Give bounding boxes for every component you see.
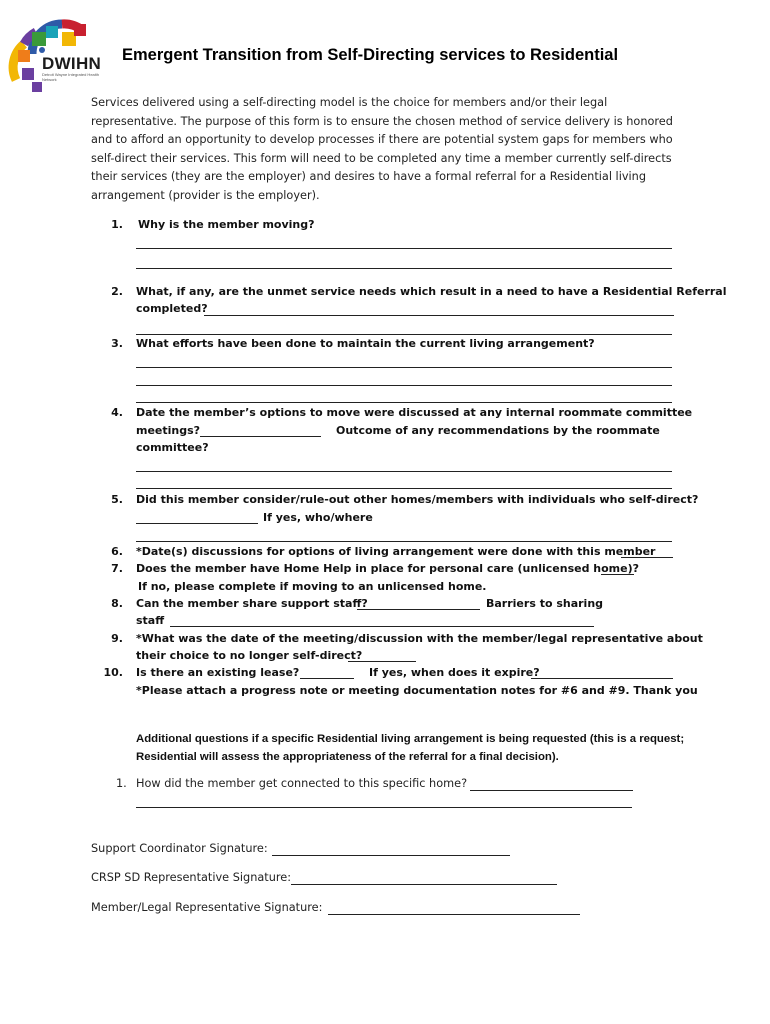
question-4-text: Date the member’s options to move were discussed at any internal roommate committee [136, 406, 693, 419]
crsp-signature-line[interactable] [291, 884, 557, 885]
support-coordinator-signature-label: Support Coordinator Signature: [91, 842, 268, 855]
logo-subtitle: Detroit Wayne Integrated Health Network [42, 72, 99, 82]
support-coordinator-signature-line[interactable] [272, 855, 510, 856]
question-1-text: Why is the member moving? [138, 218, 315, 231]
answer-line[interactable] [357, 609, 480, 610]
page-title: Emergent Transition from Self-Directing services to Residential [122, 46, 619, 64]
intro-paragraph: Services delivered using a self-directing model is the choice for members and/or their legal representative. The purpose of this form is to ensure the chosen method of service delivery is honored and to afford an opportunity to develop processes if there are potential system gaps for members who self-direct their services. This form will need to be completed any time a member currently self-directs their services (they are the employer) and desires to have a formal referral for a Residential living arrangement (provider is the employer). [91, 96, 673, 202]
answer-line[interactable] [300, 678, 354, 679]
answer-line[interactable] [136, 807, 632, 808]
answer-line[interactable] [136, 385, 672, 386]
answer-line[interactable] [136, 268, 672, 269]
question-number: 6. [111, 545, 123, 558]
answer-line[interactable] [136, 488, 672, 489]
question-4-text-outcome: Outcome of any recommendations by the roommate [336, 424, 660, 437]
question-2-text-cont: completed? [136, 302, 208, 315]
date-answer-line[interactable] [200, 436, 321, 437]
question-number: 10. [103, 666, 123, 679]
answer-line[interactable] [136, 471, 672, 472]
question-number: 4. [111, 406, 123, 419]
question-5-text-cont: If yes, who/where [263, 511, 373, 524]
member-signature-line[interactable] [328, 914, 580, 915]
question-number: 1. [116, 777, 127, 790]
answer-line[interactable] [204, 315, 674, 316]
logo-wordmark: DWIHN [42, 54, 102, 73]
question-10-text-expire: If yes, when does it expire? [369, 666, 540, 679]
question-10-text: Is there an existing lease? [136, 666, 300, 679]
question-number: 8. [111, 597, 123, 610]
answer-line[interactable] [531, 678, 673, 679]
question-number: 1. [111, 218, 123, 231]
answer-line[interactable] [136, 334, 672, 335]
question-number: 2. [111, 285, 123, 298]
question-number: 7. [111, 562, 123, 575]
answer-line[interactable] [348, 661, 416, 662]
question-7-text: Does the member have Home Help in place for personal care (unlicensed home)? [136, 562, 640, 575]
question-5-text: Did this member consider/rule-out other homes/members with individuals who self-direct? [136, 493, 699, 506]
question-number: 3. [111, 337, 123, 350]
question-number: 5. [111, 493, 123, 506]
question-8-text-barriers: Barriers to sharing [486, 597, 604, 610]
question-3-text: What efforts have been done to maintain the current living arrangement? [136, 337, 595, 350]
answer-line[interactable] [621, 557, 673, 558]
question-number: 9. [111, 632, 123, 645]
answer-line[interactable] [136, 367, 672, 368]
crsp-signature-label: CRSP SD Representative Signature: [91, 871, 292, 884]
question-7-text-cont: If no, please complete if moving to an unlicensed home. [138, 580, 487, 593]
answer-line[interactable] [136, 541, 672, 542]
question-6-text: *Date(s) discussions for options of living arrangement were done with this member [136, 545, 656, 558]
additional-question-1-text: How did the member get connected to this specific home? [136, 777, 468, 790]
question-9-text-cont: their choice to no longer self-direct? [136, 649, 363, 662]
dwihn-logo [2, 10, 112, 94]
question-4-text-cont: committee? [136, 441, 209, 454]
answer-line[interactable] [170, 626, 594, 627]
answer-line[interactable] [136, 402, 672, 403]
answer-line[interactable] [136, 523, 258, 524]
answer-line[interactable] [470, 790, 633, 791]
additional-questions-heading: Additional questions if a specific Residential living arrangement is being requested (this is a request; Residential will assess the appropriateness of the referral for a final decision). [136, 733, 685, 763]
question-8-text: Can the member share support staff? [136, 597, 368, 610]
answer-line[interactable] [601, 574, 634, 575]
question-9-text: *What was the date of the meeting/discussion with the member/legal representative about [136, 632, 703, 645]
question-2-text: What, if any, are the unmet service needs which result in a need to have a Residential Referral [136, 285, 727, 298]
attachment-note: *Please attach a progress note or meeting documentation notes for #6 and #9. Thank you [136, 684, 698, 697]
question-4-text-meetings: meetings? [136, 424, 201, 437]
answer-line[interactable] [136, 248, 672, 249]
question-8-text-cont: staff [136, 614, 165, 627]
member-signature-label: Member/Legal Representative Signature: [91, 901, 323, 914]
